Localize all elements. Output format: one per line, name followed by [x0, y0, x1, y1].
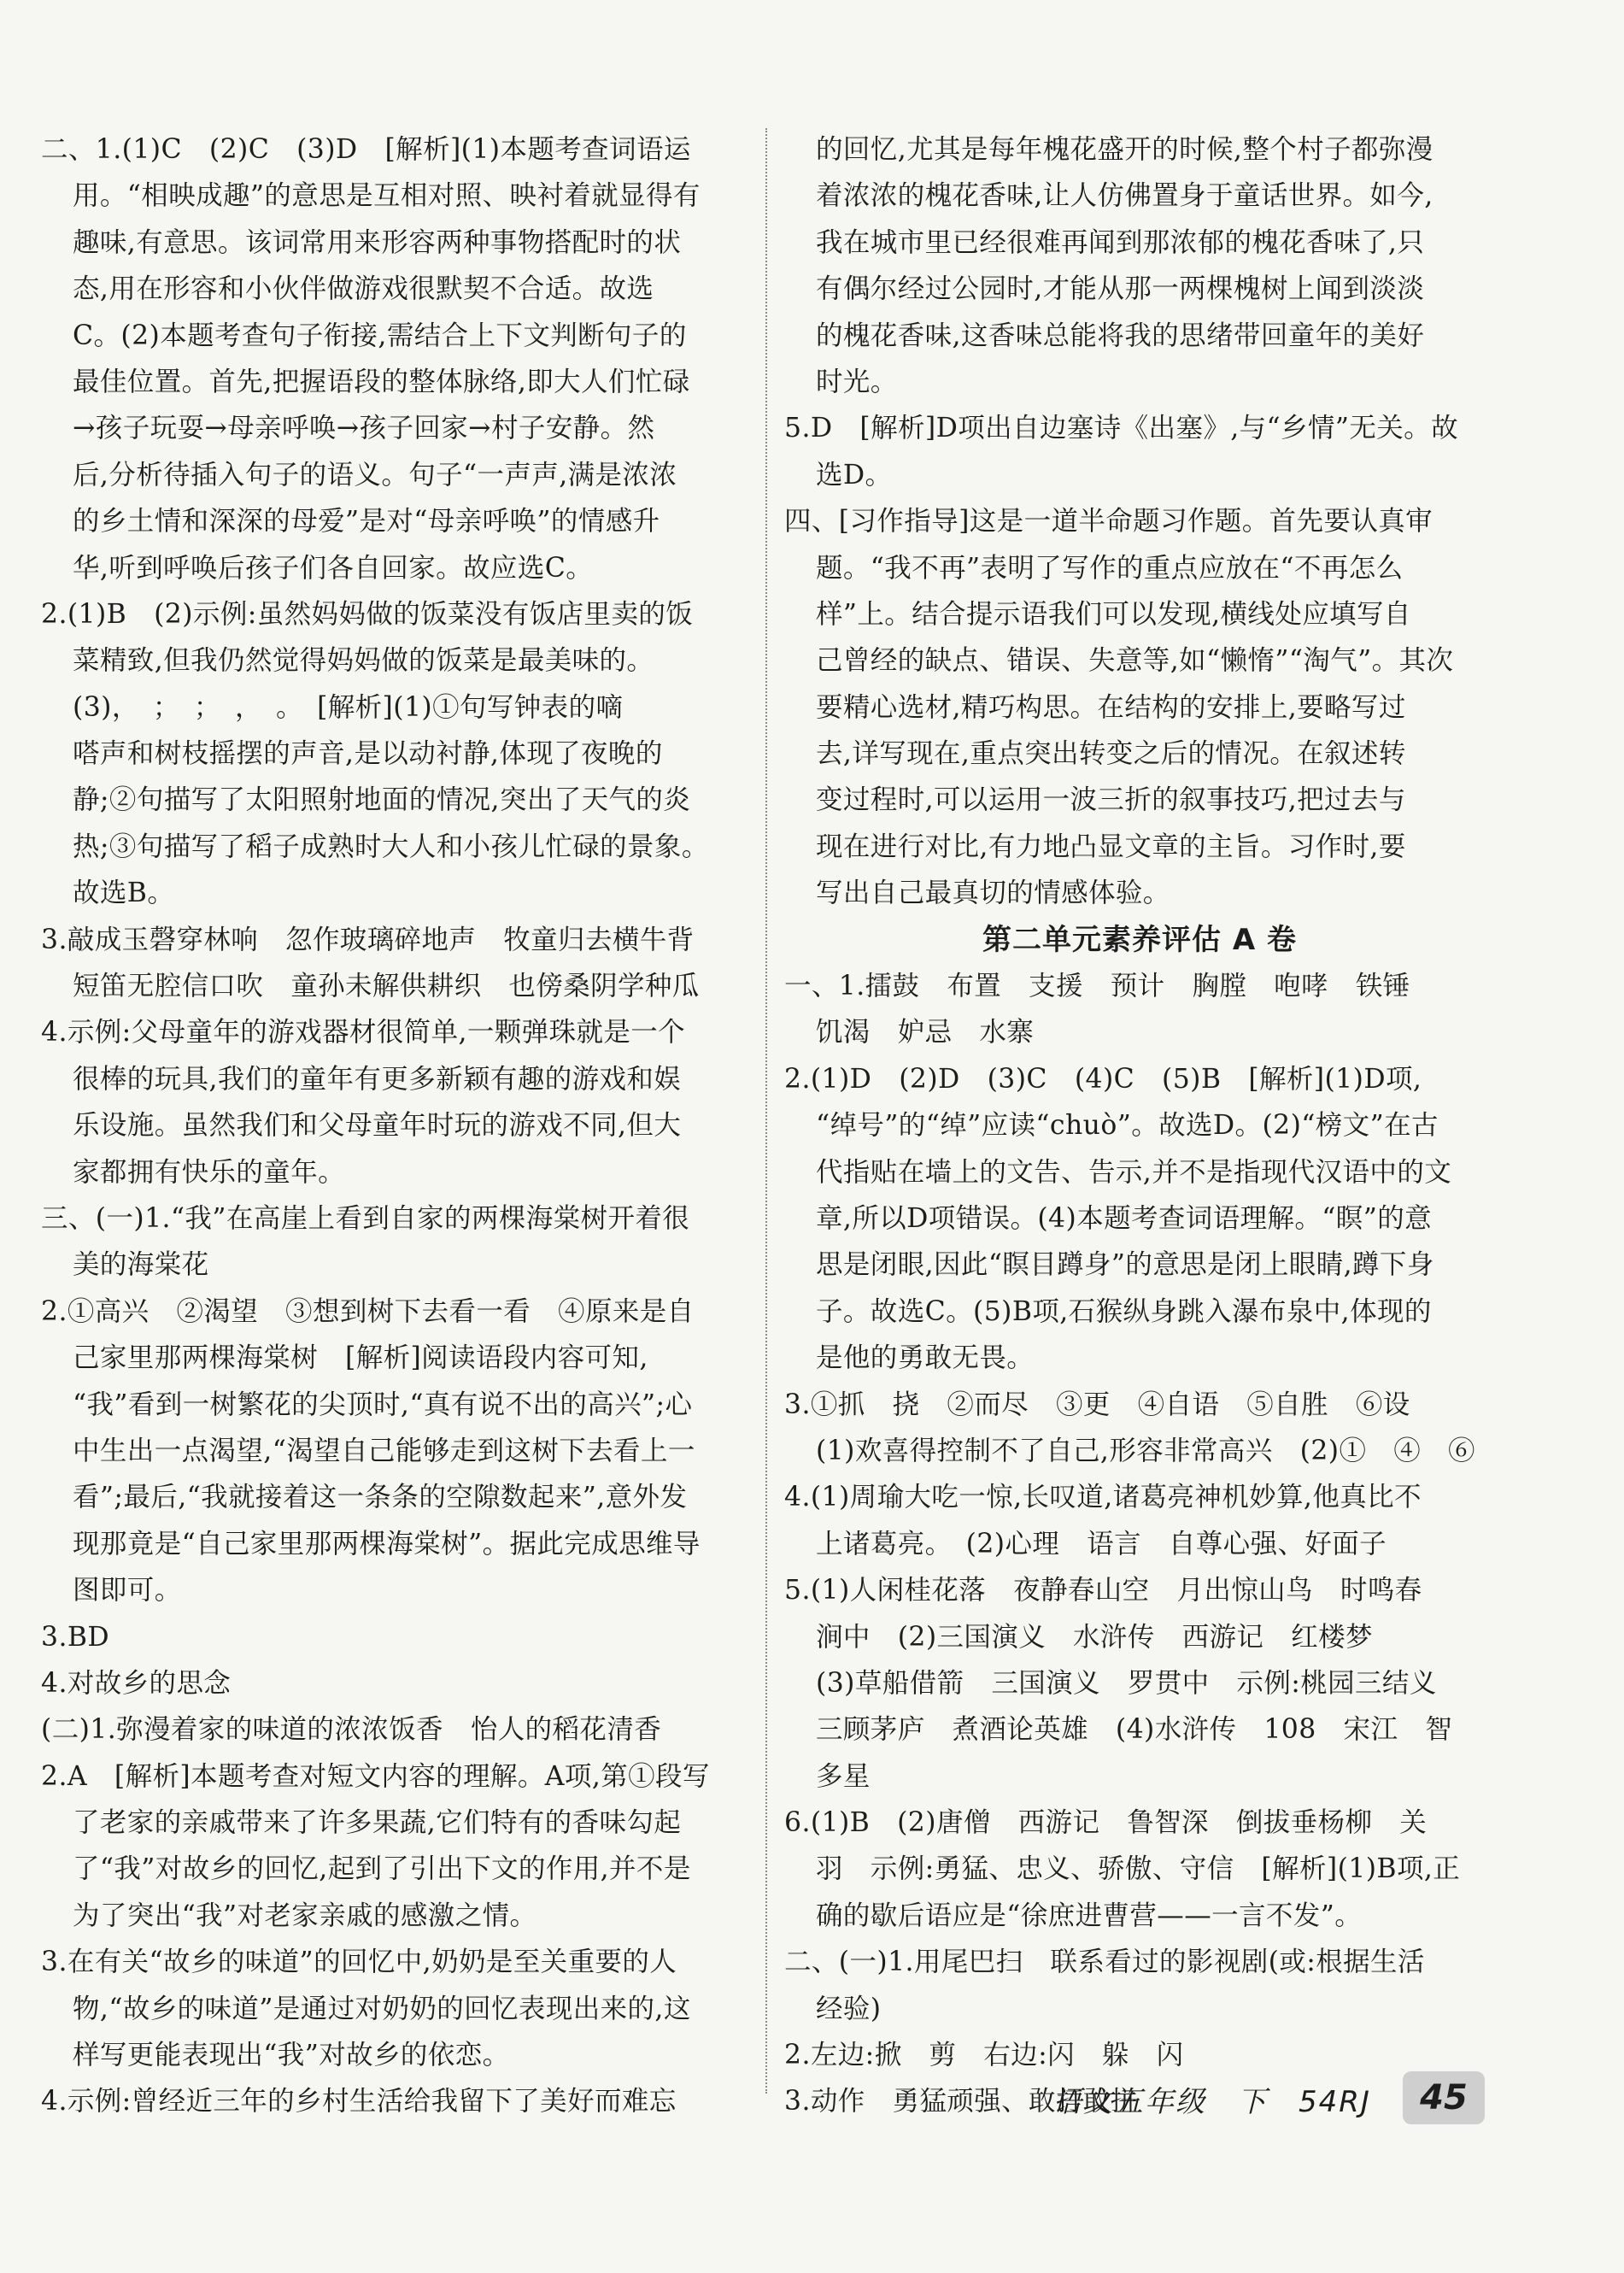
answer-line: 现在进行对比,有力地凸显文章的主旨。习作时,要: [816, 831, 1406, 862]
answer-line: 去,详写现在,重点突出转变之后的情况。在叙述转: [816, 738, 1406, 770]
answer-line: 3.BD: [41, 1621, 110, 1653]
section-heading: 第二单元素养评估 A 卷: [982, 922, 1297, 957]
answer-line: (二)1.弥漫着家的味道的浓浓饭香 怡人的稻花清香: [41, 1714, 662, 1746]
answer-line: 为了突出“我”对老家亲戚的感激之情。: [73, 1900, 537, 1931]
answer-line: 己家里那两棵海棠树 [解析]阅读语段内容可知,: [73, 1342, 648, 1374]
answer-line: 最佳位置。首先,把握语段的整体脉络,即大人们忙碌: [73, 366, 690, 397]
answer-line: (3)， ； ； ， 。 [解析](1)①句写钟表的嘀: [73, 691, 624, 723]
answer-line: 的槐花香味,这香味总能将我的思绪带回童年的美好: [816, 320, 1425, 351]
answer-line: 3.敲成玉磬穿林响 忽作玻璃碎地声 牧童归去横牛背: [41, 924, 695, 955]
answer-line: 选D。: [816, 459, 893, 490]
answer-line: 思是闭眼,因此“瞑目蹲身”的意思是闭上眼睛,蹲下身: [816, 1249, 1434, 1281]
book-label: 语文五年级 下 54RJ: [1052, 2085, 1371, 2119]
answer-line: “绰号”的“绰”应读“chuò”。故选D。(2)“榜文”在古: [816, 1110, 1439, 1142]
answer-line: 2.A [解析]本题考查对短文内容的理解。A项,第①段写: [41, 1760, 710, 1792]
answer-line: 华,听到呼唤后孩子们各自回家。故应选C。: [73, 552, 594, 584]
answer-line: 的乡土情和深深的母爱”是对“母亲呼唤”的情感升: [73, 506, 660, 537]
answer-line: 样写更能表现出“我”对故乡的依恋。: [73, 2040, 510, 2071]
answer-line: 2.①高兴 ②渴望 ③想到树下去看一看 ④原来是自: [41, 1295, 695, 1327]
answer-line: 5.D [解析]D项出自边塞诗《出塞》,与“乡情”无关。故: [784, 413, 1458, 444]
answer-line: 饥渴 妒忌 水寨: [816, 1017, 1035, 1048]
right-answer-column: [784, 126, 1495, 2125]
answer-line: 2.(1)B (2)示例:虽然妈妈做的饭菜没有饭店里卖的饭: [41, 598, 694, 630]
answer-line: 2.左边:掀 剪 右边:闪 躲 闪: [784, 2040, 1184, 2071]
answer-line: 中生出一点渴望,“渴望自己能够走到这树下去看上一: [73, 1435, 695, 1466]
answer-line: 3.动作 勇猛顽强、敢打敢拼: [784, 2086, 1138, 2117]
answer-line: 4.示例:父母童年的游戏器材很简单,一颗弹珠就是一个: [41, 1017, 686, 1048]
answer-line: 要精心选材,精巧构思。在结构的安排上,要略写过: [816, 691, 1406, 723]
answer-line: 的回忆,尤其是每年槐花盛开的时候,整个村子都弥漫: [816, 134, 1433, 165]
answer-line: 3.①抓 挠 ②而尽 ③更 ④自语 ⑤自胜 ⑥设: [784, 1389, 1410, 1420]
answer-line: 现那竟是“自己家里那两棵海棠树”。据此完成思维导: [73, 1528, 701, 1559]
answer-line: 代指贴在墙上的文告、告示,并不是指现代汉语中的文: [816, 1156, 1452, 1188]
answer-line: 了“我”对故乡的回忆,起到了引出下文的作用,并不是: [73, 1853, 691, 1885]
answer-line: 多星: [816, 1760, 871, 1792]
answer-line: 三、(一)1.“我”在高崖上看到自家的两棵海棠树开着很: [41, 1202, 690, 1234]
answer-line: 4.示例:曾经近三年的乡村生活给我留下了美好而难忘: [41, 2086, 677, 2117]
answer-line: 短笛无腔信口吹 童孙未解供耕织 也傍桑阴学种瓜: [73, 971, 700, 1002]
answer-line: 4.(1)周瑜大吃一惊,长叹道,诸葛亮神机妙算,他真比不: [784, 1482, 1422, 1513]
answer-line: 着浓浓的槐花香味,让人仿佛置身于童话世界。如今,: [816, 180, 1433, 212]
page-number: 45: [1403, 2071, 1485, 2124]
answer-line: →孩子玩耍→母亲呼唤→孩子回家→村子安静。然: [73, 413, 655, 444]
answer-line: 故选B。: [73, 878, 175, 909]
answer-line: 热;③句描写了稻子成熟时大人和小孩儿忙碌的景象。: [73, 831, 709, 862]
answer-line: 看”;最后,“我就接着这一条条的空隙数起来”,意外发: [73, 1482, 688, 1513]
answer-line: 趣味,有意思。该词常用来形容两种事物搭配时的状: [73, 226, 682, 258]
answer-line: “我”看到一树繁花的尖顶时,“真有说不出的高兴”;心: [73, 1389, 693, 1420]
answer-line: 了老家的亲戚带来了许多果蔬,它们特有的香味勾起: [73, 1807, 682, 1839]
answer-line: 我在城市里已经很难再闻到那浓郁的槐花香味了,只: [816, 226, 1425, 258]
answer-line: (1)欢喜得控制不了自己,形容非常高兴 (2)① ④ ⑥: [816, 1435, 1475, 1466]
page-footer: [1052, 2071, 1480, 2128]
answer-line: 是他的勇敢无畏。: [816, 1342, 1035, 1374]
answer-line: 物,“故乡的味道”是通过对奶奶的回忆表现出来的,这: [73, 1993, 691, 2024]
answer-line: 写出自己最真切的情感体验。: [816, 878, 1170, 909]
answer-line: 时光。: [816, 366, 898, 397]
answer-line: 确的歇后语应是“徐庶进曹营——一言不发”。: [816, 1900, 1363, 1931]
answer-line: 变过程时,可以运用一波三折的叙事技巧,把过去与: [816, 784, 1406, 816]
answer-line: 四、[习作指导]这是一道半命题习作题。首先要认真审: [784, 506, 1433, 537]
answer-line: 上诸葛亮。 (2)心理 语言 自尊心强、好面子: [816, 1528, 1387, 1559]
answer-line: 子。故选C。(5)B项,石猴纵身跳入瀑布泉中,体现的: [816, 1295, 1432, 1327]
column-divider: [765, 128, 767, 2094]
answer-line: 三顾茅庐 煮酒论英雄 (4)水浒传 108 宋江 智: [816, 1714, 1453, 1746]
answer-line: C。(2)本题考查句子衔接,需结合上下文判断句子的: [73, 320, 687, 351]
answer-line: 章,所以D项错误。(4)本题考查词语理解。“瞑”的意: [816, 1202, 1432, 1234]
answer-line: 样”上。结合提示语我们可以发现,横线处应填写自: [816, 598, 1411, 630]
answer-line: 二、1.(1)C (2)C (3)D [解析](1)本题考查词语运: [41, 134, 691, 165]
left-answer-column: [41, 126, 752, 2125]
answer-line: 6.(1)B (2)唐僧 西游记 鲁智深 倒拔垂杨柳 关: [784, 1807, 1428, 1839]
answer-line: 美的海棠花: [73, 1249, 209, 1281]
answer-line: 题。“我不再”表明了写作的重点应放在“不再怎么: [816, 552, 1404, 584]
answer-line: (3)草船借箭 三国演义 罗贯中 示例:桃园三结义: [816, 1667, 1437, 1699]
answer-line: 经验): [816, 1993, 882, 2024]
answer-line: 后,分析待插入句子的语义。句子“一声声,满是浓浓: [73, 459, 677, 490]
answer-line: 4.对故乡的思念: [41, 1667, 232, 1699]
answer-line: 图即可。: [73, 1575, 182, 1606]
answer-line: 用。“相映成趣”的意思是互相对照、映衬着就显得有: [73, 180, 701, 212]
answer-line: 二、(一)1.用尾巴扫 联系看过的影视剧(或:根据生活: [784, 1947, 1425, 1978]
answer-line: 涧中 (2)三国演义 水浒传 西游记 红楼梦: [816, 1621, 1373, 1653]
answer-line: 3.在有关“故乡的味道”的回忆中,奶奶是至关重要的人: [41, 1947, 677, 1978]
answer-line: 5.(1)人闲桂花落 夜静春山空 月出惊山鸟 时鸣春: [784, 1575, 1422, 1606]
answer-line: 一、1.擂鼓 布置 支援 预计 胸膛 咆哮 铁锤: [784, 971, 1410, 1002]
answer-line: 乐设施。虽然我们和父母童年时玩的游戏不同,但大: [73, 1110, 682, 1142]
answer-line: 家都拥有快乐的童年。: [73, 1156, 346, 1188]
answer-line: 有偶尔经过公园时,才能从那一两棵槐树上闻到淡淡: [816, 273, 1425, 305]
answer-line: 嗒声和树枝摇摆的声音,是以动衬静,体现了夜晚的: [73, 738, 663, 770]
answer-line: 2.(1)D (2)D (3)C (4)C (5)B [解析](1)D项,: [784, 1063, 1422, 1095]
answer-line: 己曾经的缺点、错误、失意等,如“懒惰”“淘气”。其次: [816, 645, 1454, 677]
answer-line: 羽 示例:勇猛、忠义、骄傲、守信 [解析](1)B项,正: [816, 1853, 1461, 1885]
answer-line: 菜精致,但我仍然觉得妈妈做的饭菜是最美味的。: [73, 645, 654, 677]
answer-line: 很棒的玩具,我们的童年有更多新颖有趣的游戏和娱: [73, 1063, 682, 1095]
answer-line: 态,用在形容和小伙伴做游戏很默契不合适。故选: [73, 273, 654, 305]
answer-line: 静;②句描写了太阳照射地面的情况,突出了天气的炎: [73, 784, 691, 816]
